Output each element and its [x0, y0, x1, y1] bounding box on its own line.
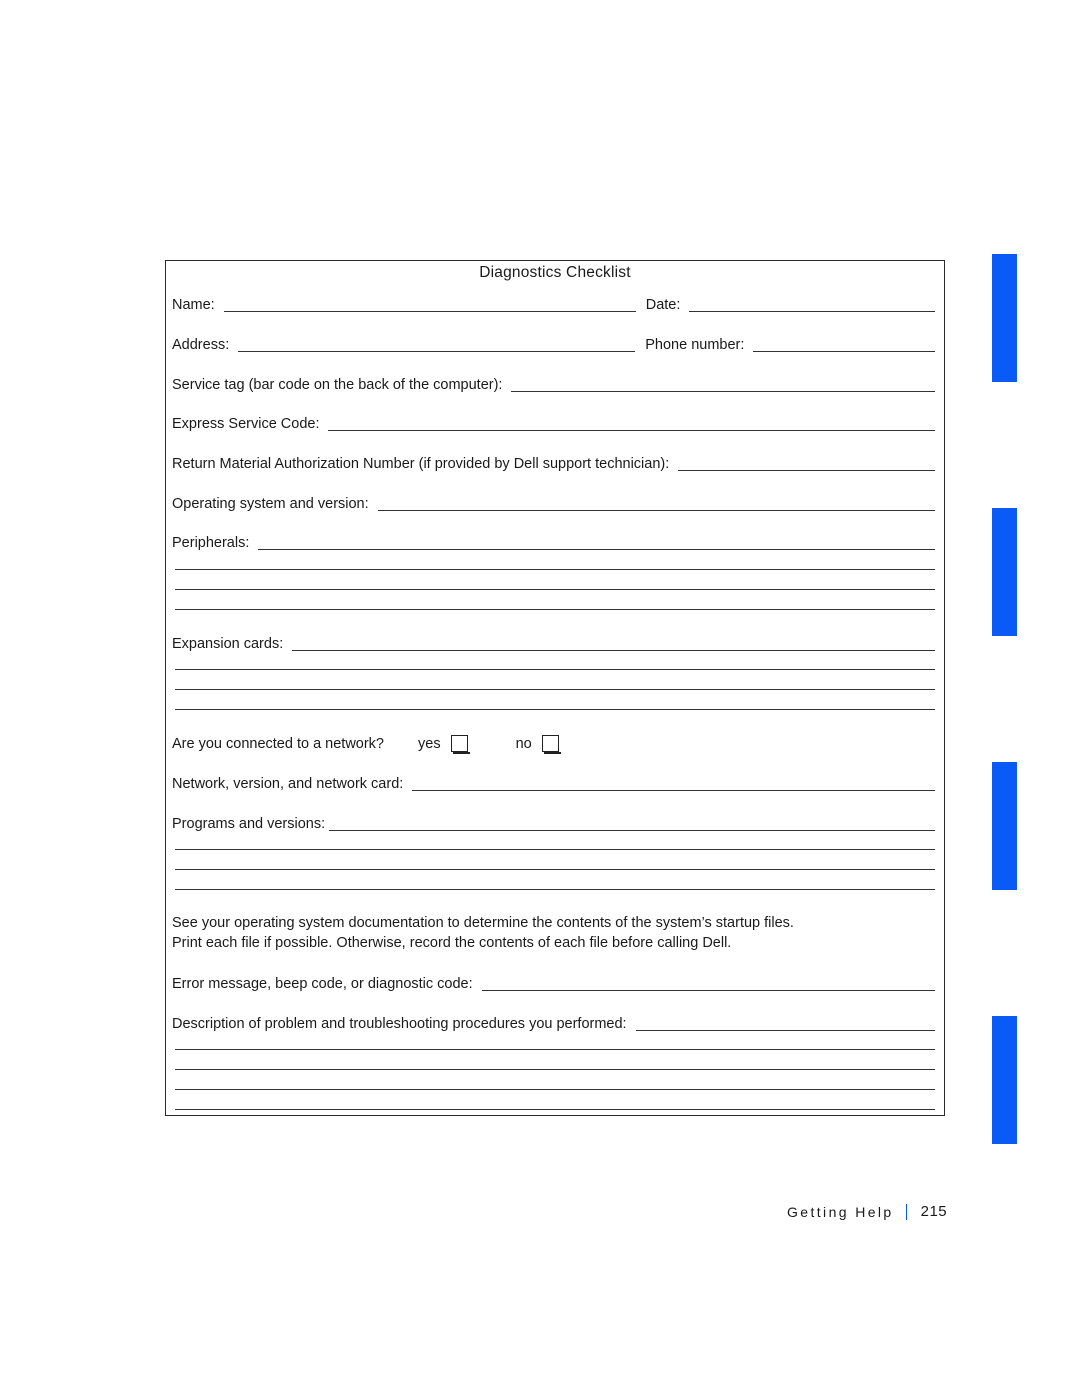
programs-row: [172, 813, 935, 833]
express-code-field[interactable]: [328, 430, 935, 431]
service-tag-field[interactable]: [511, 391, 935, 392]
expansion-line-4[interactable]: [175, 709, 935, 710]
os-field[interactable]: [378, 510, 935, 511]
description-line-3[interactable]: [175, 1069, 935, 1070]
expansion-field[interactable]: [292, 650, 935, 651]
section-tab-4: [992, 1016, 1017, 1144]
no-checkbox[interactable]: [542, 735, 559, 752]
page-footer: [787, 1203, 947, 1220]
no-label: no: [515, 735, 532, 752]
description-field[interactable]: [636, 1030, 935, 1031]
section-tab-1: [992, 254, 1017, 382]
express-code-row: [172, 413, 935, 433]
peripherals-field[interactable]: [258, 549, 935, 550]
peripherals-line-2[interactable]: [175, 569, 935, 570]
page-number: 215: [920, 1203, 948, 1220]
os-label: Operating system and version:: [172, 496, 369, 512]
network-question-label: Are you connected to a network?: [172, 735, 384, 752]
yes-checkbox[interactable]: [451, 735, 468, 752]
expansion-line-3[interactable]: [175, 689, 935, 690]
form-title: Diagnostics Checklist: [479, 264, 631, 281]
peripherals-line-3[interactable]: [175, 589, 935, 590]
programs-line-2[interactable]: [175, 849, 935, 850]
programs-label: Programs and versions:: [172, 816, 326, 832]
phone-field[interactable]: [753, 351, 935, 352]
address-label: Address:: [172, 337, 230, 353]
description-line-5[interactable]: [175, 1109, 935, 1110]
expansion-row: [172, 633, 935, 653]
programs-line-4[interactable]: [175, 889, 935, 890]
address-phone-row: [172, 334, 935, 354]
rma-row: [172, 453, 935, 473]
peripherals-label: Peripherals:: [172, 535, 250, 551]
network-card-field[interactable]: [412, 790, 935, 791]
startup-note-line-2: Print each file if possible. Otherwise, record the contents of each file before calling Dell.: [172, 935, 732, 951]
section-tab-3: [992, 762, 1017, 890]
error-row: [172, 973, 935, 993]
error-label: Error message, beep code, or diagnostic code:: [172, 976, 473, 992]
programs-line-3[interactable]: [175, 869, 935, 870]
network-question-row: [172, 735, 559, 752]
programs-field[interactable]: [329, 830, 935, 831]
os-row: [172, 493, 935, 513]
footer-section-title: Getting Help: [787, 1203, 894, 1220]
name-label: Name:: [172, 297, 215, 313]
description-label: Description of problem and troubleshooting procedures you performed:: [172, 1016, 627, 1032]
description-row: [172, 1013, 935, 1033]
description-line-2[interactable]: [175, 1049, 935, 1050]
network-card-row: [172, 773, 935, 793]
diagnostics-checklist-form: [165, 260, 945, 1116]
startup-note-line-1: See your operating system documentation to determine the contents of the system’s startup files.: [172, 915, 794, 931]
rma-label: Return Material Authorization Number (if provided by Dell support technician):: [172, 456, 670, 472]
express-code-label: Express Service Code:: [172, 416, 320, 432]
phone-label: Phone number:: [645, 337, 745, 353]
peripherals-row: [172, 532, 935, 552]
section-tab-2: [992, 508, 1017, 636]
description-line-4[interactable]: [175, 1089, 935, 1090]
peripherals-line-4[interactable]: [175, 609, 935, 610]
service-tag-label: Service tag (bar code on the back of the computer):: [172, 377, 503, 393]
error-field[interactable]: [482, 990, 935, 991]
rma-field[interactable]: [678, 470, 935, 471]
address-field[interactable]: [238, 351, 635, 352]
yes-label: yes: [418, 735, 441, 752]
expansion-line-2[interactable]: [175, 669, 935, 670]
name-field[interactable]: [224, 311, 636, 312]
network-card-label: Network, version, and network card:: [172, 776, 404, 792]
expansion-label: Expansion cards:: [172, 636, 284, 652]
date-field[interactable]: [689, 311, 935, 312]
service-tag-row: [172, 374, 935, 394]
date-label: Date:: [645, 297, 681, 313]
footer-divider: [906, 1204, 907, 1220]
name-date-row: [172, 294, 935, 314]
